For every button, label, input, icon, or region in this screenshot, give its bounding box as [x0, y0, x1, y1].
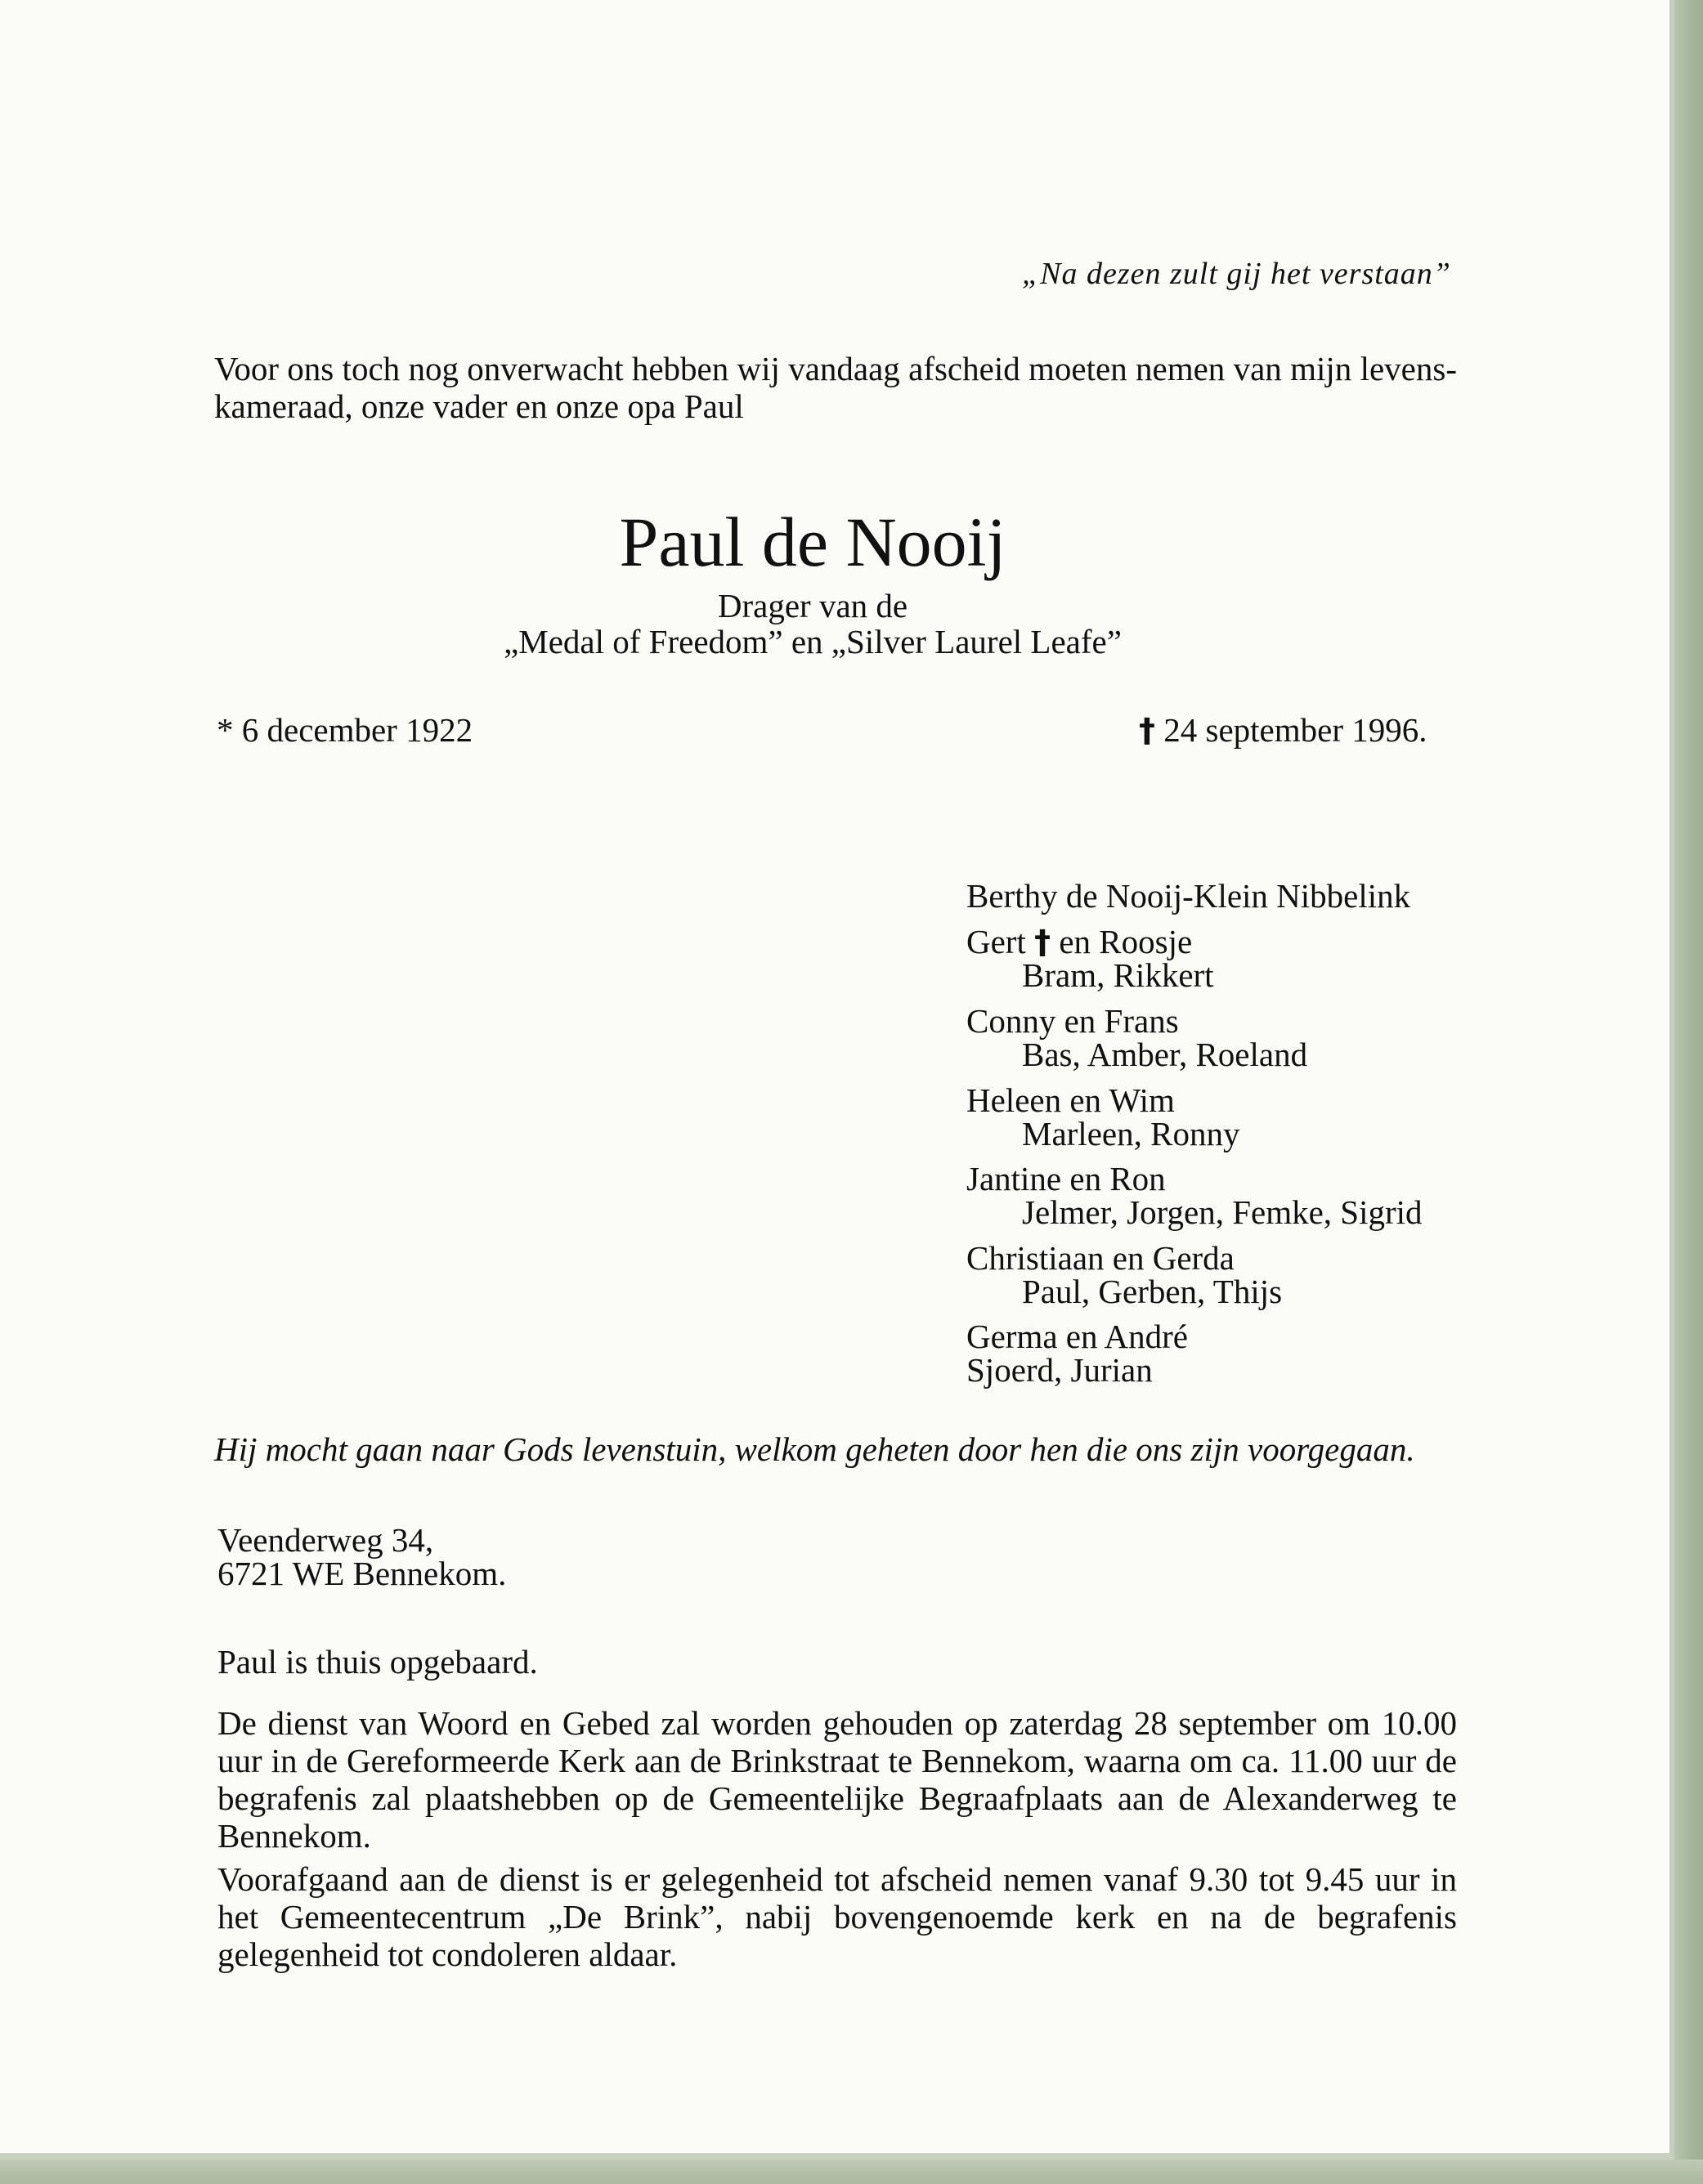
paper-edge-right [1674, 0, 1703, 2184]
family-parents [966, 923, 1192, 961]
paper-edge-bottom [0, 2159, 1703, 2184]
family-grandchildren: Bram, Rikkert [1022, 956, 1214, 994]
service-paragraph: De dienst van Woord en Gebed zal worden gehouden op zaterdag 28 september om 10.00 uur in de Gereformeerde Kerk aan de Brinkstraat te Bennekom, waarna om ca. 11.00 uur de begrafenis zal plaatshebben op de Gemeentelijke Begraafplaats aan de Alexanderweg te Bennekom. [217, 1704, 1457, 1855]
birth-date [217, 711, 473, 749]
motto: „Na dezen zult gij het verstaan” [1022, 257, 1451, 291]
address-street: Veenderweg 34, [217, 1521, 434, 1559]
family-parents: Heleen en Wim [966, 1081, 1175, 1119]
parents-name: Gert [966, 923, 1026, 960]
lying-in-state-note: Paul is thuis opgebaard. [217, 1643, 538, 1681]
death-date-text: 24 september 1996. [1163, 711, 1427, 749]
spouse-name: Berthy de Nooij-Klein Nibbelink [966, 877, 1411, 915]
address-city: 6721 WE Bennekom. [217, 1555, 507, 1592]
farewell-paragraph: Voorafgaand aan de dienst is er gelegenheid tot afscheid nemen vanaf 9.30 tot 9.45 uur in het Gemeentecentrum „De Brink”, nabij bovengenoemde kerk en na de begrafenis gelegenheid tot condoleren aldaar. [217, 1860, 1457, 1973]
family-parents: Jantine en Ron [966, 1160, 1166, 1197]
birth-symbol: * [217, 711, 234, 749]
family-grandchildren: Sjoerd, Jurian [966, 1351, 1153, 1389]
family-grandchildren: Bas, Amber, Roeland [1022, 1036, 1308, 1073]
intro-text: Voor ons toch nog onverwacht hebben wij vandaag afscheid moeten nemen van mijn levens- kameraad, onze vader en onze opa Paul [214, 350, 1457, 425]
deceased-dagger-icon: † [1034, 924, 1051, 961]
honor-line-1: Drager van de [717, 587, 908, 624]
closing-quote: Hij mocht gaan naar Gods levenstuin, welkom geheten door hen die ons zijn voorgegaan. [214, 1430, 1415, 1468]
parents-name-rest: en Roosje [1059, 923, 1193, 960]
family-grandchildren: Jelmer, Jorgen, Femke, Sigrid [1022, 1193, 1423, 1231]
family-grandchildren: Marleen, Ronny [1022, 1115, 1240, 1152]
honor-line-2: „Medal of Freedom” en „Silver Laurel Leafe” [504, 623, 1122, 660]
family-grandchildren: Paul, Gerben, Thijs [1022, 1273, 1283, 1310]
deceased-name: Paul de Nooij [619, 503, 1006, 581]
family-parents: Christiaan en Gerda [966, 1239, 1235, 1277]
death-date [1139, 711, 1427, 750]
birth-date-text: 6 december 1922 [241, 711, 473, 749]
family-parents: Conny en Frans [966, 1002, 1179, 1040]
family-parents: Germa en André [966, 1318, 1188, 1355]
death-dagger-icon: † [1139, 712, 1155, 750]
